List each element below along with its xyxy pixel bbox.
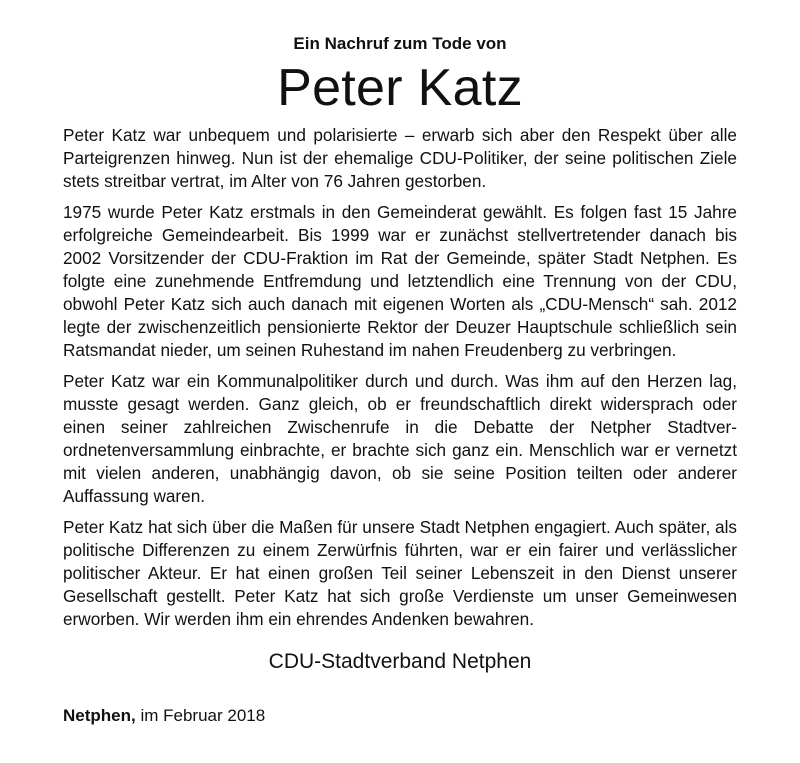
date: im Februar 2018 (140, 706, 266, 725)
obituary-paragraph-1: Peter Katz war unbequem und polarisierte – erwarb sich aber den Respekt über alle Parteigrenzen hinweg. Nun ist der ehemalige CDU-Politiker, der seine politischen Ziele stets streitbar vertrat, im Alter von 76 Jahren gestorben. (63, 125, 737, 191)
obituary-heading: Ein Nachruf zum Tode von (293, 34, 507, 53)
place-date-line (63, 705, 265, 727)
obituary-paragraph-2: 1975 wurde Peter Katz erstmals in den Gemeinderat gewählt. Es folgen fast 15 Jahre erfolgreiche Gemeindearbeit. Bis 1999 war er zunächst stellvertretender danach bis 2002 Vorsitzender der CDU-Fraktion im Rat der Gemeinde, später Stadt Netphen. Es folgte eine zunehmende Entfremdung und letztendlich eine Trennung von der CDU, obwohl Peter Katz sich auch danach mit eigenen Worten als „CDU-Mensch“ sah. 2012 legte der zwischenzeitlich pensionierte Rektor der Deuzer Hauptschule schließlich sein Ratsmandat nieder, um seinen Ruhestand im nahen Freudenberg zu verbringen. (63, 202, 737, 360)
obituary-body (63, 124, 737, 631)
place: Netphen, (63, 706, 136, 725)
obituary-paragraph-4: Peter Katz hat sich über die Maßen für unsere Stadt Netphen engagiert. Auch später, als politische Differenzen zu einem Zerwürfnis führten, war er ein fairer und verlässlicher politischer Akteur. Er hat einen großen Teil seiner Lebenszeit in den Dienst unserer Gesellschaft gestellt. Peter Katz hat sich große Verdienste um unser Gemeinwesen erworben. Wir werden ihm ein ehrendes Andenken bewahren. (63, 517, 737, 629)
obituary-paragraph-3: Peter Katz war ein Kommunalpolitiker durch und durch. Was ihm auf den Herzen lag, musste gesagt werden. Ganz gleich, ob er freundschaftlich direkt widersprach oder einen seiner zahlreichen Zwischenrufe in die Debatte der Netpher Stadtverordnetenversammlung einbrachte, er brachte sich ganz ein. Menschlich war er vernetzt mit vielen anderen, unabhängig davon, ob sie seine Position teilten oder anderer Auffassung waren. (63, 371, 737, 506)
deceased-name: Peter Katz (277, 59, 523, 117)
signature: CDU-Stadtverband Netphen (268, 650, 532, 673)
